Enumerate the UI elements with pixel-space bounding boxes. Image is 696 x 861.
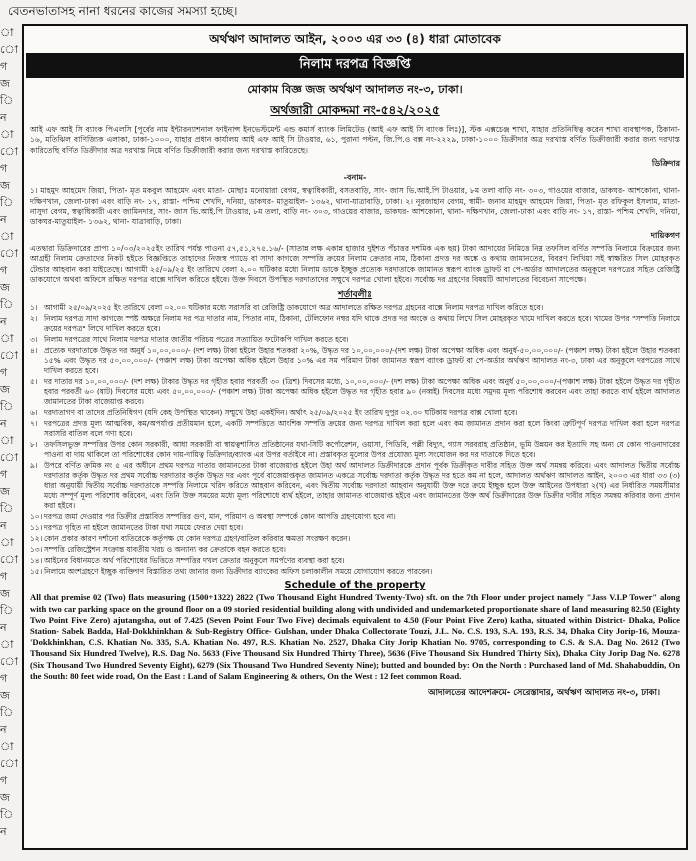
margin-fragment-line: ি: [0, 196, 14, 209]
condition-number: ৯।: [30, 461, 38, 471]
condition-text: তফসিলভুক্ত সম্পত্তির উপর কোন সরকারী, আধা সরকারী বা স্বায়ত্বশাসিত প্রতিষ্ঠানের যথা-সিটি কর্পোরেশন, ওয়াসা, পিডিবি, পল্লী বিদ্যুৎ, গ্যাস সরবরাহ প্রতিষ্ঠান, ভূমি উন্নয়ন কর ইত্যাদি সহ অন্য যে কোন পাওনাদারের পাওনা বা দায় থাকিলে তা পরিশোধের কোন দায়-দায়িত্ব ডিক্রিদার/ব্যাংক এর উপর বর্তাইবে না। প্রস্তাবকৃত মূল্যের উপর প্রযোজ্য মূল্য সংযোজন কর দর দাতাকে দিতে হবে।: [44, 440, 680, 460]
previous-article-text: বেতনভাতাসহ নানা ধরনের কাজের সমস্যা হচ্ছে।: [8, 4, 238, 18]
condition-text: দরদাতাগণ বা তাদের প্রতিনিধিগণ (যদি কেহ উপস্থিত থাকেন) সম্মুখে উহা একইদিন। অর্থাৎ ২৫/০৯/২০২৫ ইং তারিখ দুপুর ০২.৩০ ঘটিকায় দরপত্র বাক্স খোলা হবে।: [44, 408, 518, 418]
condition-item: [30, 346, 680, 376]
margin-fragment-line: ো: [0, 655, 18, 668]
conditions-heading: শর্তাবলীঃ: [338, 290, 372, 301]
margin-fragment-line: জ: [0, 689, 10, 702]
margin-fragment-line: ো: [0, 553, 18, 566]
margin-fragment-line: জ: [0, 791, 10, 804]
condition-item: [30, 335, 680, 345]
margin-fragment-line: ন: [0, 417, 7, 430]
condition-text: আগামী ২৫/০৯/২০২৫ ইং তারিখে বেলা ০২.০০ ঘটিকার মধ্যে সরাসরি বা রেজিষ্ট্রি ডাকযোগে অত্র আদালতে রক্ষিত দরপত্র গ্রহনের বাক্সে নিলাম দরপত্র দাখিল করিতে হবে।: [44, 303, 544, 313]
versus-label: -বনাম-: [343, 173, 367, 183]
margin-fragment-line: গ: [0, 570, 8, 583]
court-name: মোকাম বিজ্ঞ জজ অর্থঋণ আদালত নং-৩, ঢাকা।: [247, 83, 463, 96]
condition-text: কোন প্রকার কারণ দর্শানো ব্যতিরেকে কর্তৃপক্ষ যে কোন দরপত্র গ্রহণ/বাতিল করিবার ক্ষমতা সংরক্ষণ করেন।: [44, 534, 351, 544]
schedule-text: All that premise 02 (Two) flats measuring (1500+1322) 2822 (Two Thousand Eight Hundred Twenty-Two) sft. on the 7th Floor under project namely "Jass V.I.P Tower" along with two car parking space on the ground floor on a 09 storied residential building along with undivided and undemarketed proportionate share of land measuring 82.50 (Eighty Two Point Five Zero) ajutangsha, out of 7.425 (Seven Point Four Two Five) decimals equivalent to 4.50 (Four Point Five Zero) katha, situated within District- Dhaka, Police Station- Sabek Badda, Hal-Dokkhinkhan & Sub-Registry Office- Gulshan, under Dhaka Collectorate Touzi, J.L. No. C.S. 193, S.A. 193, R.S. 34, Dhaka City Jorip-16, Mouza-'Dokkhinkhan, C.S. Khatian No. 335, S.A. Khatian No. 497, R.S. Khatian No. 2527, Dhaka City Jorip Khatian No. 9705, corresponding to C.S. & S.A. Dag No. 2612 (Two Thousand Six Hundred Twelve), R.S. Dag No. 5633 (Five Thousand Six Hundred Thirty Three), 5636 (Five Thousand Six Hundred Thirty Six), Dhaka City Jorip Dag No. 6278 (Six Thousand Two Hundred Seventy Eight), 6279 (Six Thousand Two Hundred Seventy Nine); butted and bounded by: On the North : Purchased land of Md. Shahabuddin, On the South: 80 feet wide road, On the East : Land of Salam Engineering & others, On the West : 12 feet common Road.: [30, 592, 680, 681]
condition-text: নিলামে অংশগ্রহণে ইচ্ছুক ব্যক্তিগণ বিস্তারিত তথ্য জানার জন্য ডিক্রীদার ব্যাংকের অফিস চলাকালীন সময়ে যোগাযোগ করতে পারবেন।: [44, 567, 433, 577]
defendant-label: দায়িকগণ: [650, 230, 680, 240]
condition-number: ৭।: [30, 419, 38, 429]
condition-number: ১২।: [30, 534, 43, 544]
condition-number: ১৪।: [30, 556, 43, 566]
adjacent-column-fragment: [0, 24, 18, 844]
margin-fragment-line: গ: [0, 162, 8, 175]
condition-number: ১১।: [30, 523, 43, 533]
margin-fragment-line: ি: [0, 808, 14, 821]
margin-fragment-line: ন: [0, 111, 7, 124]
margin-fragment-line: ো: [0, 247, 18, 260]
condition-number: ১৩।: [30, 545, 43, 555]
margin-fragment-line: জ: [0, 587, 10, 600]
condition-item: [30, 512, 680, 522]
margin-fragment-line: ন: [0, 621, 7, 634]
margin-fragment-line: ো: [0, 349, 18, 362]
law-reference: অর্থঋণ আদালত আইন, ২০০৩ এর ৩৩ (৪) ধারা মোতাবেক: [209, 32, 501, 46]
margin-fragment-line: া: [0, 26, 14, 39]
condition-text: উপরে বর্ণিত ক্রমিক নং ৫ এর অধীনে প্রথম দরপত্র দাতার জামানতের টাকা বাজেয়াপ্ত হইলে উহা অর্থ আদালত ডিক্রীদারকে প্রদান পূর্বক ডিক্রীকৃত দাবীর সহিত উক্ত অর্থ সমন্বয় করিবে। এবং আদালত দ্বিতীয় সর্বোচ্চ দরদাতার কর্তৃক উদ্ধৃত দর প্রথম সর্বোচ্চ দরদাতার কর্তৃক উদ্ধৃত দর এবং পূর্বে বাজেয়াপ্তকৃত জামানত একত্রে সর্বোচ্চ দরদাতা কর্তৃক উদ্ধৃত দর হতে কম না হলে, আদালত অর্থঋণ আদালত আইন, ২০০৩ এর ধারা ৩৩ (৩) ধারা অনুযায়ী দ্বিতীয় সর্বোচ্চ দরদাতাকে সম্পত্তি নিলামে খরিদ করিতে আহবান করিবেন, এবং দ্বিতীয় সর্বোচ্চ দরদাতা আহবান অনুযায়ী উক্ত দরে ক্রয়ে ইচ্ছুক হলে উক্ত আইনের উপধারা ২(খ) এর নির্ধারিত সময়সীমার মধ্যে সম্পূর্ণ মূল্য পরিশোধ করিবেন, এবং তিনি উক্ত সময়ের মধ্যে মূল্য পরিশোধে ব্যর্থ হইলে, তাহার জামানত বাজেয়াপ্ত হইবে এবং জামানতের উক্ত অর্থ ডিক্রীদারের উক্ত ডিক্রীর দাবীর সহিত সমন্বয় করিবার জন্য প্রদান করা হইবে।: [44, 461, 680, 511]
margin-fragment-line: ন: [0, 723, 7, 736]
margin-fragment-line: গ: [0, 672, 8, 685]
condition-item: [30, 545, 680, 555]
condition-item: [30, 461, 680, 511]
margin-fragment-line: জ: [0, 485, 10, 498]
condition-item: [30, 440, 680, 460]
margin-fragment-line: গ: [0, 264, 8, 277]
condition-number: ১৫।: [30, 567, 43, 577]
schedule-heading: Schedule of the property: [284, 580, 426, 592]
condition-number: ১।: [30, 303, 38, 313]
margin-fragment-line: জ: [0, 77, 10, 90]
condition-text: নিলাম দরপত্রের সাথে নিলাম দরপত্র দাতার জাতীয় পরিচয় পত্রের সত্যায়িত ফটোকপি দাখিল করতে হবে।: [44, 335, 349, 345]
condition-item: [30, 523, 680, 533]
condition-text: প্রত্যেক দরদাতাকে উদ্ধৃত দর অনুর্ধ ১০,০০,০০০/- (দশ লক্ষ) টাকা হইলে উহার শতকরা ২০%, উদ্ধৃত দর ১০,০০,০০০/-(দশ লক্ষ) টাকা অপেক্ষা অধিক এবং অনুর্ধ-৫০,০০,০০০/- (পঞ্চাশ লক্ষ) টাকা হইলে উহার শতকরা ১৫% এবং উদ্ধৃত দর ৫০,০০,০০০/- (পঞ্চাশ লক্ষ) টাকা অপেক্ষা অধিক হইলে উহার ১০% এর সম পরিমাণ টাকা জামানত স্বরূপ ব্যাংক ড্রাফট বা পে-অর্ডার অর্থঋণ আদালত নং-৩, ঢাকা এর অনুকূলে দরপত্রের সাথে দাখিল করতে হবে।: [44, 346, 680, 376]
margin-fragment-line: ি: [0, 706, 14, 719]
margin-fragment-line: জ: [0, 281, 10, 294]
margin-fragment-line: া: [0, 536, 14, 549]
condition-item: [30, 314, 680, 334]
condition-item: [30, 408, 680, 418]
condition-item: [30, 419, 680, 439]
margin-fragment-line: ো: [0, 145, 18, 158]
condition-text: দরপত্রের প্রদত্ত মূল্য আত্মবিক, কম/অপর্যাপ্ত প্রতীয়মান হলে, একটি সম্পত্তিতে আংশিক সম্পত্তি ক্রয়ের জন্য দরপত্র দাখিল করা হলে এবং কম জামানত প্রদান করা হলে কিংবা ত্রুটিপূর্ণ দরপত্র দাখিল করা হলে দরপত্র সরাসরি বাতিল বলে গণ্য হবে।: [44, 419, 680, 439]
condition-item: [30, 303, 680, 313]
margin-fragment-line: ো: [0, 451, 18, 464]
condition-text: দরপত্র জমা দেওয়ার পর ডিক্রীর প্রস্তাবিত সম্পত্তির গুণ, মান, পরিমাণ ও অবস্থা সম্পর্কে কোন আপত্তি গ্রহণযোগ্য হবে না।: [44, 512, 396, 522]
condition-item: [30, 534, 680, 544]
condition-text: আইনের বিধানমতে অর্থ পরিশোধের ভিত্তিতে সম্পত্তির দখল ক্রেতার অনুকূলে সমর্পণের ব্যবস্থা করা হবে।: [44, 556, 345, 566]
condition-text: সম্পত্তি রেজিস্ট্রেশন সংক্রান্ত যাবতীয় খরচ ও অন্যান্য কর ক্রেতাকে বহন করতে হবে।: [44, 545, 286, 555]
court-signature: আদালতের আদেশক্রমে- সেরেস্তাদার, অর্থঋণ আদালত নং-৩, ঢাকা।: [428, 688, 660, 699]
margin-fragment-line: া: [0, 740, 14, 753]
margin-fragment-line: া: [0, 332, 14, 345]
margin-fragment-line: া: [0, 638, 14, 651]
condition-item: [30, 377, 680, 407]
tender-invitation-paragraph: এতদ্বারা ডিক্রিদারের প্রাপ্য ১০/০৩/২০২৫ইং তারিখ পর্যন্ত পাওনা ৫৭,৫১,২৭৫.১৬/- (সাতান্ন লক্ষ একান্ন হাজার দুইশত পঁচাত্তর দশমিক এক ছয়) টাকা আদায়ের নিমিত্তে নিম্ন তফসিল বর্ণিত সম্পত্তি নিলামে বিক্রয়ের জন্য আগ্রহী নিলাম ক্রেতাদের নিকট হইতে বিজ্ঞপ্তিতে তাহাদের নিজস্ব প্যাডে বা সাদা কাগজে সম্পত্তি ক্রয়ের নিলাম ক্রেতার নাম, ঠিকানা প্রদত্ত দর অঙ্কে ও কথায় জামানতের, বিবরণ লিখিয়া সই স্বাক্ষরিত সিল মোহরকৃত টেন্ডার আহবান করা যাইতেছে। আগামী ২৫/০৯/২৫ ইং তারিখে বেলা ২.০০ ঘটিকার মধ্যে নিলাম ডাকে ইচ্ছুক প্রত্যেক দরদাতাকে জামানত স্বরূপ ব্যাংক ড্রাফট বা পে-অর্ডার আদালতের অনুকূলে দরপত্রের সহিত রেজিষ্ট্রি ডাকযোগে অথবা অফিসে রক্ষিত দরপত্র বাক্সে দাখিল করিতে হইবে। উক্ত দিবসে উপস্থিত দরদাতাদের সম্মুখে দরপত্র খোলা হইবে। সর্বোচ্চ দর গ্রহণের বিষয়টি আদালতের বিবেচনা সাপেক্ষে।: [30, 243, 680, 285]
margin-fragment-line: ি: [0, 604, 14, 617]
condition-number: ৬।: [30, 408, 38, 418]
margin-fragment-line: ি: [0, 298, 14, 311]
margin-fragment-line: জ: [0, 179, 10, 192]
condition-number: ২।: [30, 314, 38, 324]
margin-fragment-line: া: [0, 128, 14, 141]
margin-fragment-line: গ: [0, 60, 8, 73]
margin-fragment-line: গ: [0, 468, 8, 481]
margin-fragment-line: ন: [0, 315, 7, 328]
margin-fragment-line: জ: [0, 383, 10, 396]
plaintiff-label: ডিক্রিদার: [651, 159, 680, 169]
case-number: অর্থজারী মোকদ্দমা নং-৫৪২/২০২৫: [270, 103, 440, 117]
margin-fragment-line: ো: [0, 43, 18, 56]
margin-fragment-line: ো: [0, 757, 18, 770]
margin-fragment-line: ি: [0, 94, 14, 107]
margin-fragment-line: া: [0, 434, 14, 447]
notice-title: নিলাম দরপত্র বিজ্ঞপ্তি: [26, 53, 684, 78]
condition-number: ৫।: [30, 377, 38, 387]
condition-number: ৮।: [30, 440, 38, 450]
condition-number: ৪।: [30, 346, 38, 356]
defendants-paragraph: ১। মাহমুদ আহমেদ জিয়া, পিতা- মৃত মকবুল আহমেদ এবং মাতা- মোছাঃ মনোয়ারা বেগম, স্বত্বাধিকারী, বসতবাড়ি, সাং- জাস ভি.আই.পি টাওয়ার, ৮ম তলা বাড়ি নং- ৩০৩, গাওয়ের বাজার, ডাকঘর- আশকোনা, থানা- দক্ষিণখান, জেলা-ঢাকা এবং বাড়ি নং- ১৭, রাস্তা- পশ্চিম শেখদি, দনিয়া, ডাকঘর- মাতুয়াইল- ১৩৬২, থানা-যাত্রাবাড়ি, ঢাকা। ২। নূরজাহান বেগম, স্বামী- জনাব মাহমুদ আহমেদ জিয়া, পিতা- মৃত রফিকুল ইসলাম, মাতা- নাসুদা বেগম, স্বত্বাধিকারী এবং জামিনদার, সাং- জাস ভি.আই.পি টাওয়ার, ৮ম তলা, বাড়ি নং- ৩০৩, গাওয়ের বাজার, ডাকঘর- আশকোনা, থানা- দক্ষিণখান, জেলা-ঢাকা এবং বাড়ি নং- ১৭, রাস্তা- পশ্চিম শেখদি, দনিয়া, ডাকঘর-মাতুয়াইল- ১৩৬২, থানা- যাত্রাবাড়ি, ঢাকা।: [30, 186, 680, 227]
margin-fragment-line: ন: [0, 213, 7, 226]
condition-text: নিলাম দরপত্র সাদা কাগজে স্পষ্ট অক্ষরে নিলাম দর পত্র দাতার নাম, পিতার নাম, ঠিকানা, টেলিফোন নম্বর যদি থাকে প্রদত্ত দর অংকে ও কথায় লিখে সিল মোহরকৃত খামে দাখিল করতে হবে। খামের উপর "সম্পত্তি নিলামে ক্রয়ের দরপত্র" লিখে দাখিল করতে হবে।: [44, 314, 680, 334]
auction-notice: [22, 24, 688, 850]
margin-fragment-line: গ: [0, 366, 8, 379]
condition-number: ১০।: [30, 512, 43, 522]
margin-fragment-line: গ: [0, 774, 8, 787]
margin-fragment-line: ন: [0, 825, 7, 838]
condition-number: ৩।: [30, 335, 38, 345]
margin-fragment-line: ি: [0, 400, 14, 413]
conditions-list: [30, 303, 680, 577]
plaintiff-paragraph: আই এফ আই সি ব্যাংক পিএলসি [পূর্বের নাম ইন্টারন্যাশনাল ফাইনান্স ইনভেস্টমেন্ট এন্ড কমার্স ব্যাংক লিমিটেড (আই এফ আই সি ব্যাংক লিঃ)], স্টক এক্সচেঞ্জ শাখা, যাহার প্রতিনিধিত্ব করেন শাখা ব্যবস্থাপক, ঠিকানা- ১৬, মতিঝিল বাণিজ্যিক এলাকা, ঢাকা-১০০০, যাহার প্রধান কার্যালয় আই এফ আই সি টাওয়ার, ৬১, পুরানা পল্টন, জি.পি.ও বক্স নং-২২২৯, ঢাকা-১০০০ ডিক্রীদার অত্র দরখাস্ত বর্ণিত ডিক্রীজারী করার জন্য দরখাস্ত কারিতেছি বর্ণিত ডিক্রীদার অত্র দরখাস্ত নিয়ে বর্ণিত ডিক্রীজারী করার জন্য দরখাস্ত কারিতেছে।: [30, 125, 680, 155]
margin-fragment-line: া: [0, 230, 14, 243]
condition-item: [30, 567, 680, 577]
condition-item: [30, 556, 680, 566]
condition-text: দর দাতার দর ১০,০০,০০০/- (দশ লক্ষ) টাকার উদ্ধৃত দর গৃহীত হবার পরবর্তী ৩০ (ত্রিশ) দিবসের মধ্যে, ১০,০০,০০০/- (দশ লক্ষ) টাকা অপেক্ষা অধিক এবং অনুর্ধ ৫০,০০,০০০/-(পঞ্চাশ লক্ষ) টাকা হইলে উদ্ধৃত দর গৃহীত হবার পরবর্তী ৬০ (ষাট) দিবসের মধ্যে এবং ৫০,০০,০০০/- (পঞ্চাশ লক্ষ) টাকা অপেক্ষা অধিক হইলে উদ্ধৃত দর গৃহীত হবার ৯০ (নব্বই) দিবসের মধ্যে সমুদয় মূল্য পরিশোধ করবেন এবং তাহা করতে ব্যর্থ হইলে আদালত জামানতের টাকা বাজেয়াপ্ত করবে।: [44, 377, 680, 407]
margin-fragment-line: ি: [0, 502, 14, 515]
condition-text: দরপত্র গৃহিত না হইলে জামানতের টাকা যথা সময়ে ফেরত দেয়া হবে।: [44, 523, 244, 533]
margin-fragment-line: ন: [0, 519, 7, 532]
